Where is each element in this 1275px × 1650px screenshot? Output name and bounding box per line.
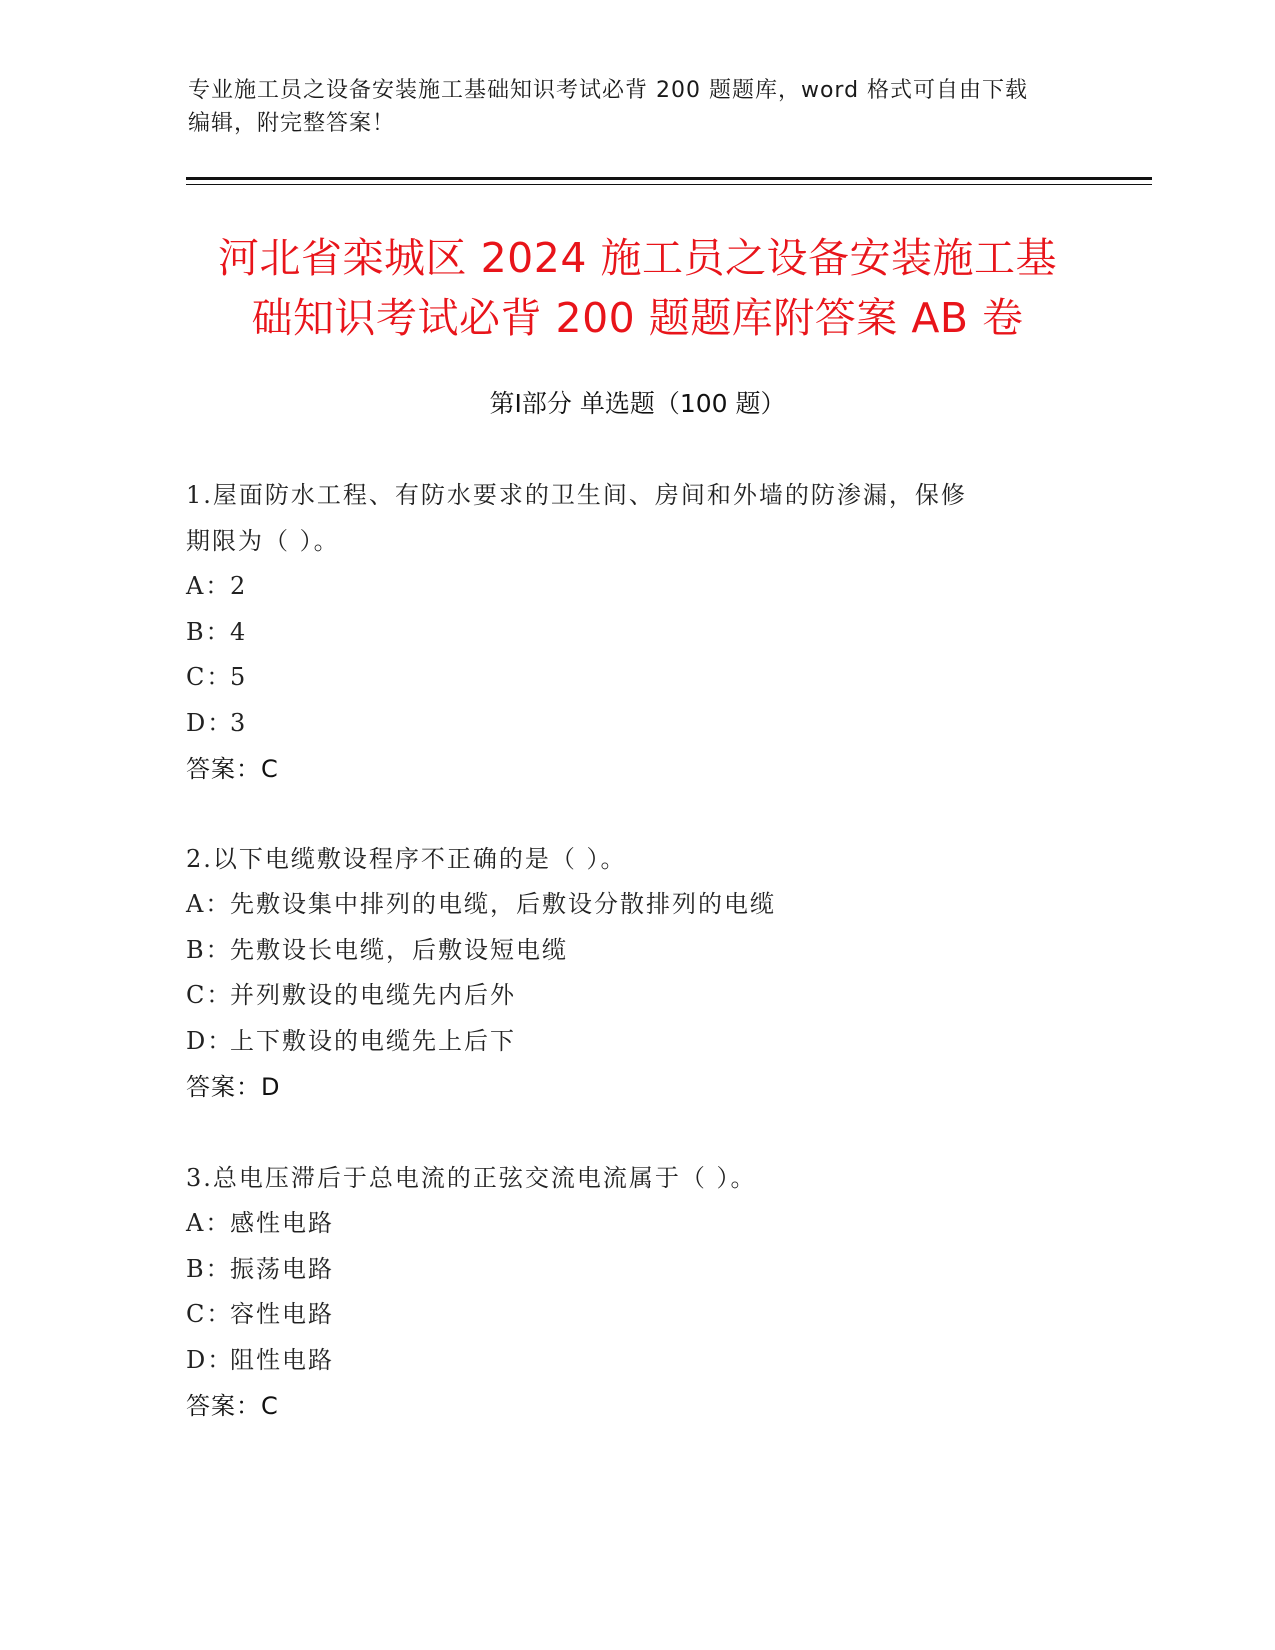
question-3 — [186, 1155, 1086, 1429]
answer: 答案：C — [186, 755, 279, 783]
document-title — [140, 228, 1135, 348]
option-d — [186, 701, 1086, 747]
option-text: 容性电路 — [230, 1300, 334, 1328]
header-note-line-1: 专业施工员之设备安装施工基础知识考试必背 200 题题库，word 格式可自由下载 — [188, 78, 1029, 103]
question-stem-line-1: 1.屋面防水工程、有防水要求的卫生间、房间和外墙的防渗漏，保修 — [186, 481, 967, 509]
option-text: 感性电路 — [230, 1209, 334, 1237]
option-text: 4 — [230, 617, 248, 646]
option-letter: B： — [186, 1254, 232, 1283]
document-title-line-2: 础知识考试必背 200 题题库附答案 AB 卷 — [251, 294, 1024, 342]
option-a — [186, 1201, 1086, 1247]
header-divider-thick — [186, 177, 1152, 180]
answer: 答案：C — [186, 1392, 279, 1420]
option-letter: C： — [186, 1300, 233, 1328]
section-heading: 第Ⅰ部分 单选题（100 题） — [489, 389, 786, 418]
option-b — [186, 1247, 1086, 1293]
option-letter: D： — [186, 708, 234, 737]
question-stem-line-1: 2.以下电缆敷设程序不正确的是（ ）。 — [186, 845, 627, 873]
option-letter: D： — [186, 1026, 234, 1055]
answer: 答案：D — [186, 1073, 281, 1101]
option-letter: C： — [186, 981, 233, 1009]
option-b — [186, 928, 1086, 974]
option-letter: B： — [186, 617, 232, 646]
option-d — [186, 1338, 1086, 1384]
option-text: 先敷设集中排列的电缆，后敷设分散排列的电缆 — [230, 890, 776, 918]
option-text: 2 — [230, 572, 248, 600]
option-letter: B： — [186, 935, 232, 964]
option-c — [186, 655, 1086, 701]
header-note — [188, 74, 1088, 140]
option-letter: C： — [186, 663, 233, 691]
option-letter: A： — [186, 890, 232, 918]
option-text: 5 — [230, 663, 248, 691]
question-stem-line-1: 3.总电压滞后于总电流的正弦交流电流属于（ ）。 — [186, 1164, 757, 1192]
option-c — [186, 973, 1086, 1019]
option-letter: A： — [186, 1209, 232, 1237]
option-a — [186, 882, 1086, 928]
question-2 — [186, 836, 1086, 1110]
header-note-line-2: 编辑，附完整答案！ — [188, 111, 396, 136]
option-text: 上下敷设的电缆先上后下 — [230, 1026, 516, 1055]
option-d — [186, 1019, 1086, 1065]
document-title-line-1: 河北省栾城区 2024 施工员之设备安装施工基 — [218, 234, 1057, 282]
question-1 — [186, 472, 1086, 792]
option-text: 3 — [230, 708, 248, 737]
option-b — [186, 610, 1086, 656]
question-stem-line-2: 期限为（ ）。 — [186, 527, 340, 555]
header-divider-thin — [186, 184, 1152, 185]
option-text: 振荡电路 — [230, 1254, 334, 1283]
option-text: 先敷设长电缆，后敷设短电缆 — [230, 935, 568, 964]
option-text: 并列敷设的电缆先内后外 — [230, 981, 516, 1009]
option-letter: A： — [186, 572, 232, 600]
option-letter: D： — [186, 1345, 234, 1374]
option-text: 阻性电路 — [230, 1345, 334, 1374]
option-a — [186, 564, 1086, 610]
option-c — [186, 1292, 1086, 1338]
